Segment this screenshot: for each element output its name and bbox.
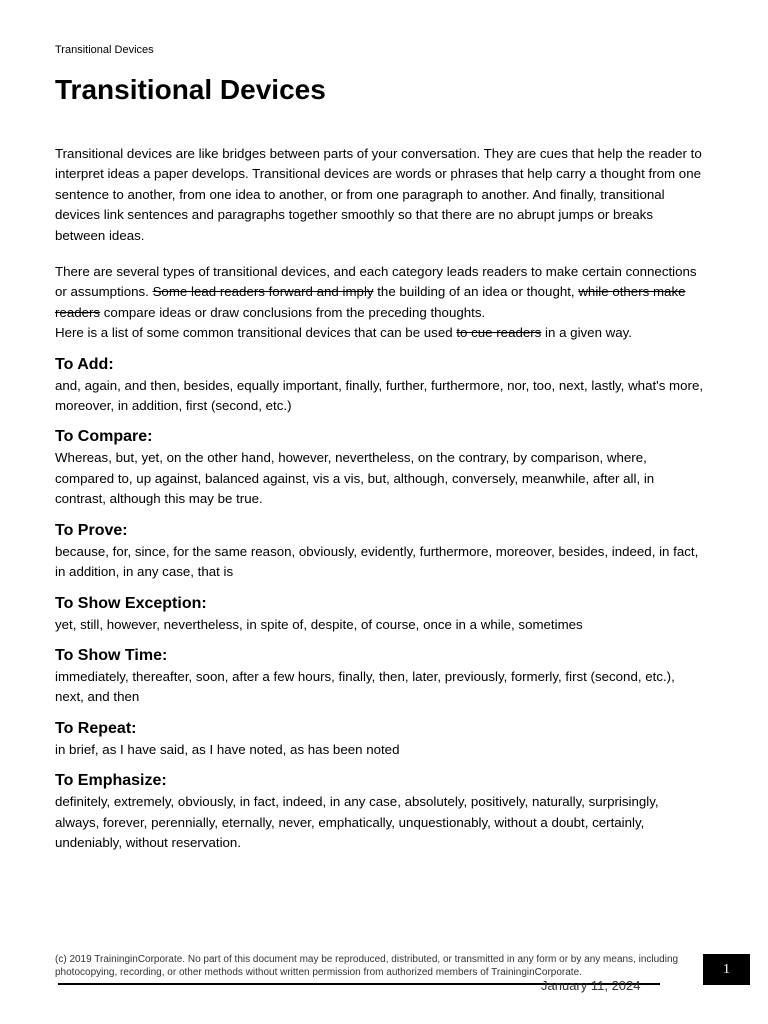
page-number-badge bbox=[703, 954, 750, 985]
section-to-emphasize bbox=[55, 770, 705, 853]
section-heading: To Compare: bbox=[55, 428, 153, 446]
section-text: yet, still, however, nevertheless, in spite of, despite, of course, once in a while, sometimes bbox=[55, 616, 583, 632]
types-text-4: Here is a list of some common transitional devices that can be used bbox=[55, 325, 457, 341]
section-text: because, for, since, for the same reason, obviously, evidently, furthermore, moreover, besides, indeed, in fact, in addition, in any case, that is bbox=[55, 543, 699, 580]
intro-paragraph: Transitional devices are like bridges between parts of your conversation. They are cues that help the reader to interpret ideas a paper develops. Transitional devices are words or phrases that help carry a thought from one sentence to another, from one idea to another, or from one paragraph to another. And finally, transitional devices link sentences and paragraphs together smoothly so that there are no abrupt jumps or breaks between ideas. bbox=[55, 146, 702, 243]
footer-copyright: (c) 2019 TraininginCorporate. No part of this document may be reproduced, distributed, or transmitted in any form or by any means, including photocopying, recording, or other methods without written permission from authorized members of TraininginCorporate. bbox=[55, 954, 679, 978]
section-to-prove bbox=[55, 520, 705, 583]
types-text-2: the building of an idea or thought, bbox=[373, 284, 579, 300]
types-text-3: compare ideas or draw conclusions from the preceding thoughts. bbox=[100, 304, 486, 320]
section-text: definitely, extremely, obviously, in fact, indeed, in any case, absolutely, positively, naturally, surprisingly, always, forever, perennially, eternally, never, emphatically, unquestionably, without a doubt, certainly, undeniably, without reservation. bbox=[55, 794, 659, 850]
section-heading: To Add: bbox=[55, 355, 114, 373]
document-body bbox=[55, 144, 705, 863]
page-title: Transitional Devices bbox=[55, 74, 326, 105]
struck-text-2: while others make readers bbox=[55, 284, 686, 320]
section-to-repeat bbox=[55, 718, 705, 760]
section-heading: To Emphasize: bbox=[55, 772, 167, 790]
page-number: 1 bbox=[723, 961, 730, 977]
section-text: and, again, and then, besides, equally important, finally, further, furthermore, nor, too, next, lastly, what's more, moreover, in addition, first (second, etc.) bbox=[55, 377, 704, 414]
section-to-compare bbox=[55, 426, 705, 509]
types-text-1: There are several types of transitional devices, and each category leads readers to make certain connections or assumptions. bbox=[55, 264, 697, 300]
section-text: in brief, as I have said, as I have noted, as has been noted bbox=[55, 741, 400, 757]
section-text: immediately, thereafter, soon, after a few hours, finally, then, later, previously, formerly, first (second, etc.), next, and then bbox=[55, 668, 675, 705]
types-text-5: in a given way. bbox=[541, 325, 633, 341]
footer-date: January 11, 2024 bbox=[541, 978, 641, 993]
struck-text-3: to cue readers bbox=[456, 325, 542, 341]
section-heading: To Repeat: bbox=[55, 719, 137, 737]
section-heading: To Show Time: bbox=[55, 646, 168, 664]
section-text: Whereas, but, yet, on the other hand, however, nevertheless, on the contrary, by comparison, where, compared to, up against, balanced against, vis a vis, but, although, conversely, meanwhile, after all, in contrast, although this may be true. bbox=[55, 450, 655, 507]
struck-text-1: Some lead readers forward and imply bbox=[152, 284, 374, 300]
types-paragraph bbox=[55, 262, 705, 344]
section-heading: To Prove: bbox=[55, 521, 128, 539]
running-header: Transitional Devices bbox=[55, 44, 154, 56]
section-heading: To Show Exception: bbox=[55, 594, 207, 612]
section-to-show-time bbox=[55, 645, 705, 708]
section-to-show-exception bbox=[55, 593, 705, 635]
section-to-add bbox=[55, 354, 705, 417]
